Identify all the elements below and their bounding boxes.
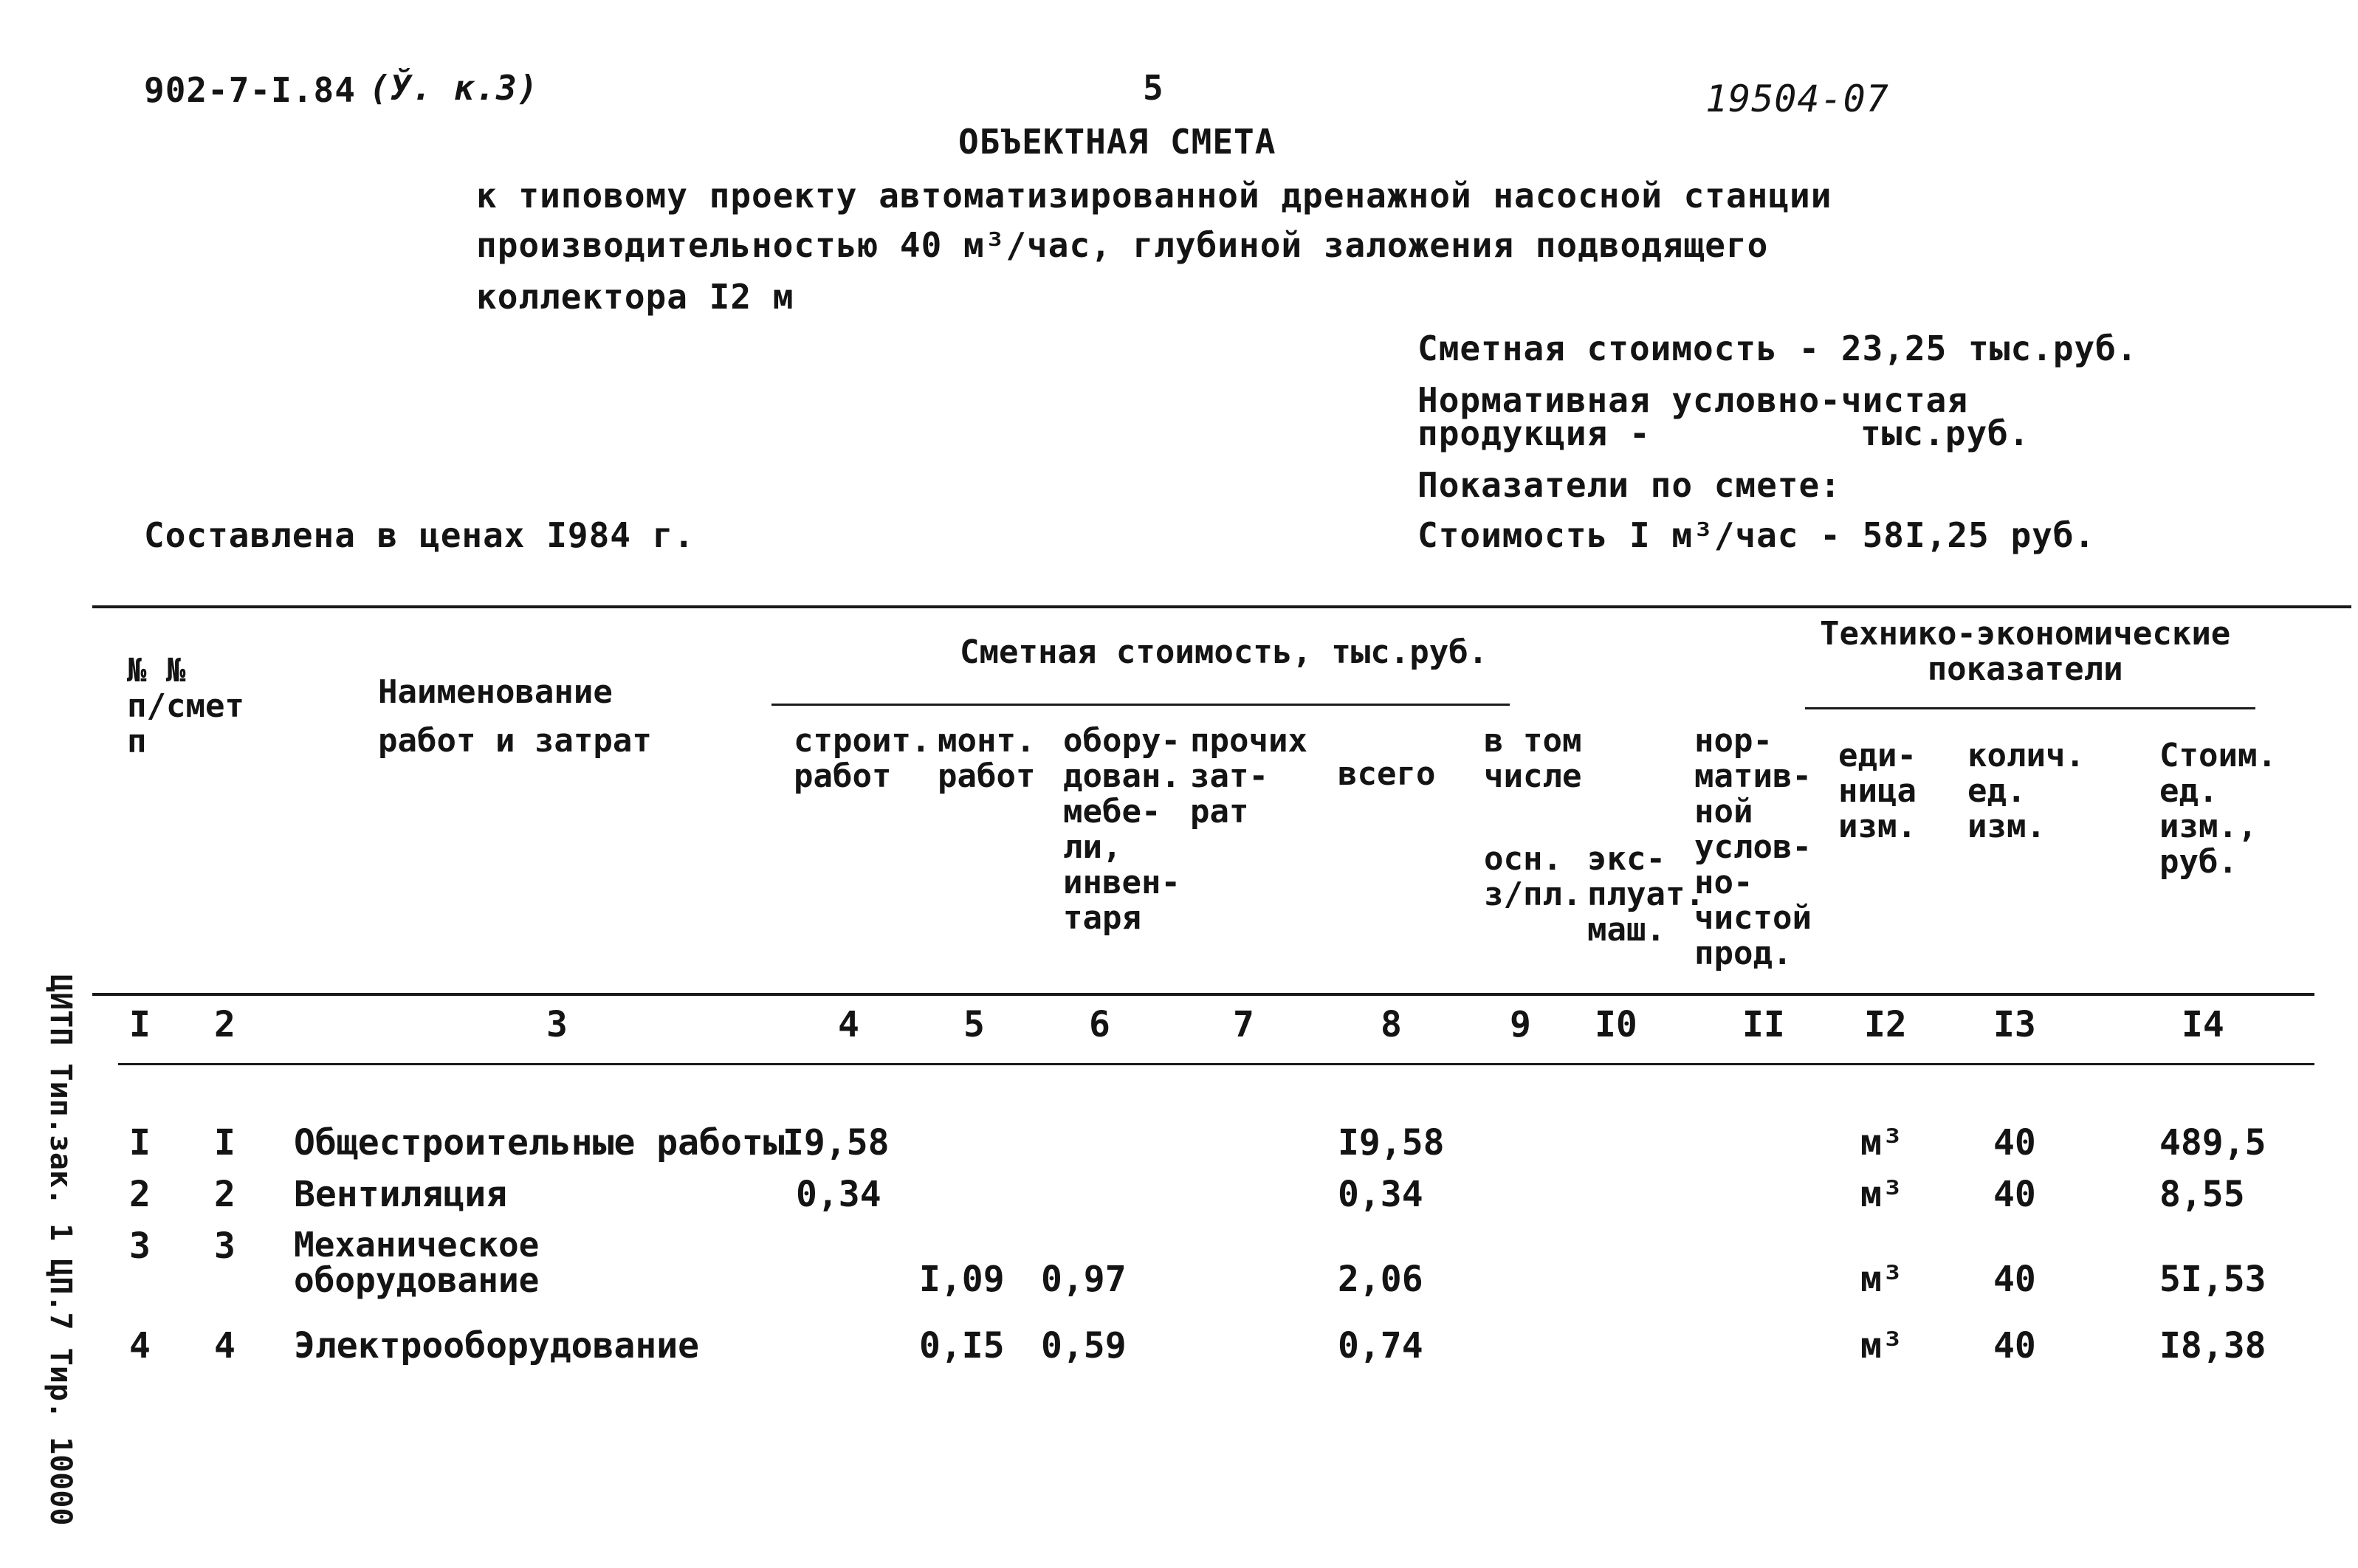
- col-header-installation: монт. работ: [938, 722, 1036, 795]
- table-cell-quantity: 40: [1993, 1325, 2036, 1366]
- sheet-code: 19504-07: [1705, 78, 1889, 120]
- table-cell-equipment: 0,97: [1041, 1259, 1127, 1300]
- col-number: 2: [214, 1004, 236, 1045]
- table-cell-row-number: I: [129, 1122, 151, 1163]
- col-header-machinery: экс- плуат. маш.: [1587, 840, 1705, 949]
- table-cell-name: Электрооборудование: [294, 1325, 700, 1366]
- table-cell-construction: 0,34: [796, 1174, 881, 1215]
- col-number: I0: [1595, 1004, 1637, 1045]
- col-number: 7: [1233, 1004, 1254, 1045]
- indicators-label: Показатели по смете:: [1417, 465, 1841, 505]
- table-cell-row-number: 2: [129, 1174, 151, 1215]
- page-number: 5: [1143, 68, 1164, 108]
- col-header-base-salary: осн. з/пл.: [1484, 840, 1582, 913]
- normative-label-1: Нормативная условно-чистая: [1417, 380, 1969, 420]
- side-stamp: ЦИТП Тип.зак. 1 ЦП.7 Тир. 10000: [44, 974, 78, 1526]
- col-header-including: в том числе: [1484, 722, 1582, 795]
- table-cell-row-number: 3: [129, 1225, 151, 1267]
- table-cell-name: Общестроительные работы: [294, 1122, 785, 1163]
- tech-group-header: Технико-экономические показатели: [1820, 615, 2231, 688]
- estimated-cost: Сметная стоимость - 23,25 тыс.руб.: [1417, 329, 2138, 368]
- normative-unit: тыс.руб.: [1860, 413, 2030, 453]
- table-cell-quantity: 40: [1993, 1122, 2036, 1163]
- table-cell-unit-cost: 8,55: [2159, 1174, 2245, 1215]
- table-cell-unit: м³: [1860, 1122, 1903, 1163]
- table-cell-quantity: 40: [1993, 1259, 2036, 1300]
- col-header-construction: строит. работ: [794, 722, 931, 795]
- table-cell-equipment: 0,59: [1041, 1325, 1127, 1366]
- doc-note: (Ў. к.3): [369, 68, 539, 108]
- col-number: 4: [838, 1004, 859, 1045]
- header-bottom-line: [92, 993, 2314, 996]
- col-header-quantity: колич. ед. изм.: [1967, 737, 2085, 845]
- col-number: 5: [963, 1004, 985, 1045]
- table-cell-construction: I9,58: [783, 1122, 890, 1163]
- col-number: 3: [546, 1004, 568, 1045]
- col-header-row-number: № п/ п: [127, 652, 166, 760]
- table-cell-estimate-number: 2: [214, 1174, 236, 1215]
- table-cell-unit-cost: 5I,53: [2159, 1259, 2266, 1300]
- table-cell-name: Вентиляция: [294, 1174, 507, 1215]
- normative-label-2: продукция -: [1417, 413, 1651, 453]
- col-number: II: [1742, 1004, 1785, 1045]
- table-cell-total: 0,34: [1338, 1174, 1423, 1215]
- col-header-other: прочих зат- рат: [1190, 722, 1307, 831]
- table-top-line: [92, 605, 2351, 608]
- table-cell-unit: м³: [1860, 1259, 1903, 1300]
- table-cell-unit: м³: [1860, 1325, 1903, 1366]
- composed-note: Составлена в ценах I984 г.: [144, 515, 695, 555]
- title-line-1: к типовому проекту автоматизированной дренажной насосной станции: [476, 176, 1832, 216]
- cost-group-line: [771, 704, 1510, 706]
- table-cell-installation: 0,I5: [919, 1325, 1005, 1366]
- title-line-3: коллектора I2 м: [476, 277, 794, 317]
- col-header-equipment: обору- дован. мебе- ли, инвен- таря: [1063, 722, 1180, 937]
- col-header-total: всего: [1338, 755, 1436, 793]
- tech-group-line: [1805, 707, 2255, 709]
- table-cell-total: 2,06: [1338, 1259, 1423, 1300]
- col-number: 9: [1510, 1004, 1531, 1045]
- table-cell-unit-cost: 489,5: [2159, 1122, 2266, 1163]
- col-number: I3: [1993, 1004, 2036, 1045]
- unit-cost: Стоимость I м³/час - 58I,25 руб.: [1417, 515, 2096, 555]
- table-cell-installation: I,09: [919, 1259, 1005, 1300]
- col-number: I: [129, 1004, 151, 1045]
- title-line-2: производительностью 40 м³/час, глубиной заложения подводящего: [476, 225, 1769, 265]
- col-header-unit: еди- ница изм.: [1838, 737, 1917, 845]
- table-cell-estimate-number: I: [214, 1122, 236, 1163]
- table-cell-row-number: 4: [129, 1325, 151, 1366]
- table-cell-unit: м³: [1860, 1174, 1903, 1215]
- doc-code: 902-7-I.84: [144, 70, 356, 110]
- cost-group-header: Сметная стоимость, тыс.руб.: [960, 633, 1488, 671]
- table-cell-total: I9,58: [1338, 1122, 1445, 1163]
- table-cell-estimate-number: 3: [214, 1225, 236, 1267]
- column-numbers-line: [118, 1063, 2314, 1065]
- col-number: I4: [2182, 1004, 2224, 1045]
- table-cell-total: 0,74: [1338, 1325, 1423, 1366]
- col-number: I2: [1864, 1004, 1907, 1045]
- col-number: 6: [1089, 1004, 1110, 1045]
- col-number: 8: [1381, 1004, 1402, 1045]
- col-header-normative-product: нор- матив- ной услов- но- чистой прод.: [1694, 722, 1812, 972]
- col-header-estimate-number: № смет: [166, 652, 244, 725]
- document-title: ОБЪЕКТНАЯ СМЕТА: [958, 122, 1276, 162]
- table-cell-quantity: 40: [1993, 1174, 2036, 1215]
- col-header-name: Наименование работ и затрат: [378, 673, 652, 760]
- table-cell-estimate-number: 4: [214, 1325, 236, 1366]
- col-header-unit-cost: Стоим. ед. изм., руб.: [2159, 737, 2277, 881]
- table-cell-name: Механическое оборудование: [294, 1225, 540, 1300]
- table-cell-unit-cost: I8,38: [2159, 1325, 2266, 1366]
